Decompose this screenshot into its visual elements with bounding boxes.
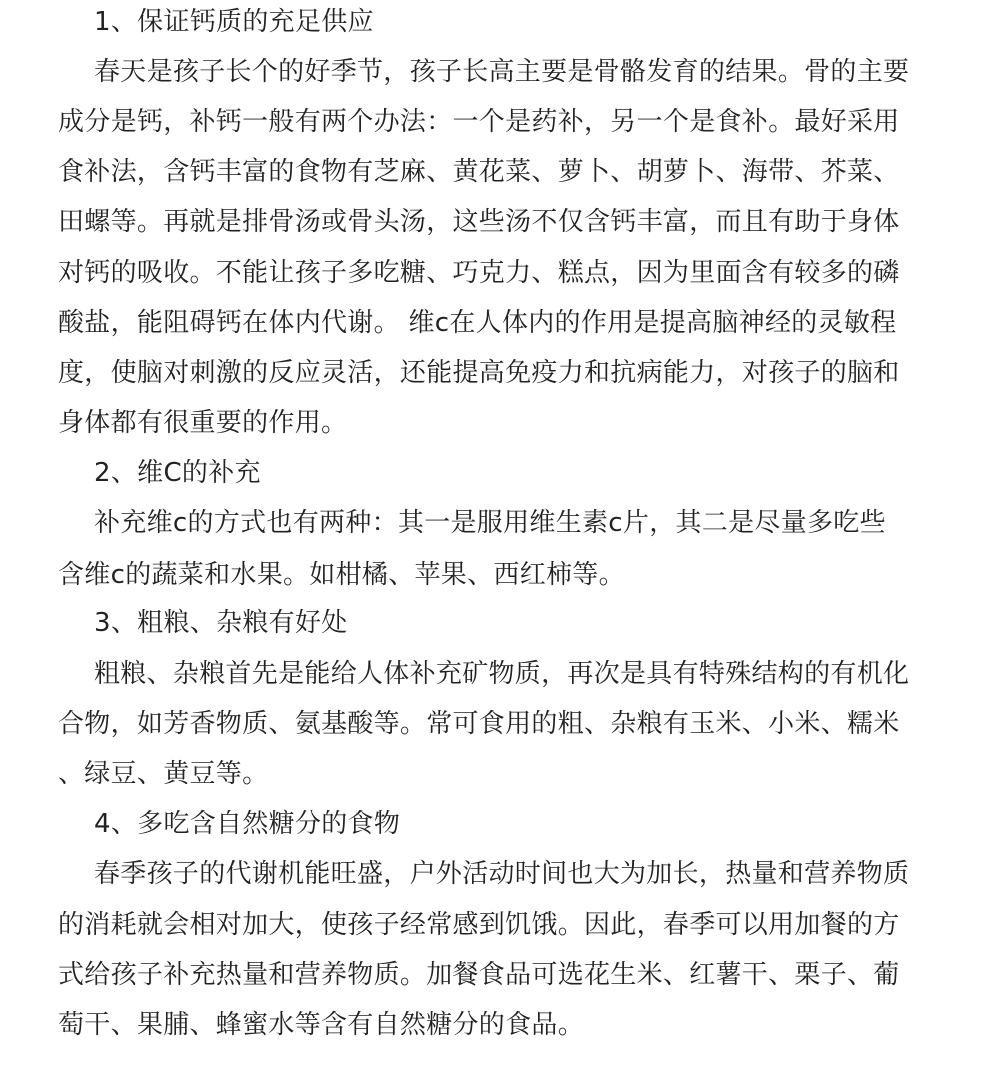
paragraph-line: 式给孩子补充热量和营养物质。加餐食品可选花生米、红薯干、栗子、葡	[58, 960, 900, 990]
paragraph-line: 田螺等。再就是排骨汤或骨头汤，这些汤不仅含钙丰富，而且有助于身体	[58, 207, 900, 237]
paragraph-line: 对钙的吸收。不能让孩子多吃糖、巧克力、糕点，因为里面含有较多的磷	[58, 258, 900, 288]
section-heading-calcium: 1、保证钙质的充足供应	[94, 7, 374, 37]
paragraph-line: 合物，如芳香物质、氨基酸等。常可食用的粗、杂粮有玉米、小米、糯米	[58, 709, 900, 739]
paragraph-line: 的消耗就会相对加大，使孩子经常感到饥饿。因此，春季可以用加餐的方	[58, 910, 900, 940]
paragraph-line: 、绿豆、黄豆等。	[58, 759, 269, 789]
paragraph-line: 度，使脑对刺激的反应灵活，还能提高免疫力和抗病能力，对孩子的脑和	[58, 358, 900, 388]
section-heading-grains: 3、粗粮、杂粮有好处	[94, 608, 348, 638]
paragraph-line: 春天是孩子长个的好季节，孩子长高主要是骨骼发育的结果。骨的主要	[94, 57, 910, 87]
paragraph-line: 含维c的蔬菜和水果。如柑橘、苹果、西红柿等。	[58, 560, 625, 590]
paragraph-line: 萄干、果脯、蜂蜜水等含有自然糖分的食品。	[58, 1010, 585, 1040]
paragraph-line: 身体都有很重要的作用。	[58, 408, 348, 438]
paragraph-line: 补充维c的方式也有两种：其一是服用维生素c片，其二是尽量多吃些	[94, 508, 886, 538]
paragraph-line: 成分是钙，补钙一般有两个办法：一个是药补，另一个是食补。最好采用	[58, 107, 900, 137]
paragraph-line: 粗粮、杂粮首先是能给人体补充矿物质，再次是具有特殊结构的有机化	[94, 659, 910, 689]
paragraph-line: 春季孩子的代谢机能旺盛，户外活动时间也大为加长，热量和营养物质	[94, 859, 910, 889]
paragraph-line: 酸盐，能阻碍钙在体内代谢。 维c在人体内的作用是提高脑神经的灵敏程	[58, 308, 897, 338]
paragraph-line: 食补法，含钙丰富的食物有芝麻、黄花菜、萝卜、胡萝卜、海带、芥菜、	[58, 157, 900, 187]
section-heading-sugars: 4、多吃含自然糖分的食物	[94, 809, 401, 839]
section-heading-vitamin-c: 2、维C的补充	[94, 458, 261, 488]
